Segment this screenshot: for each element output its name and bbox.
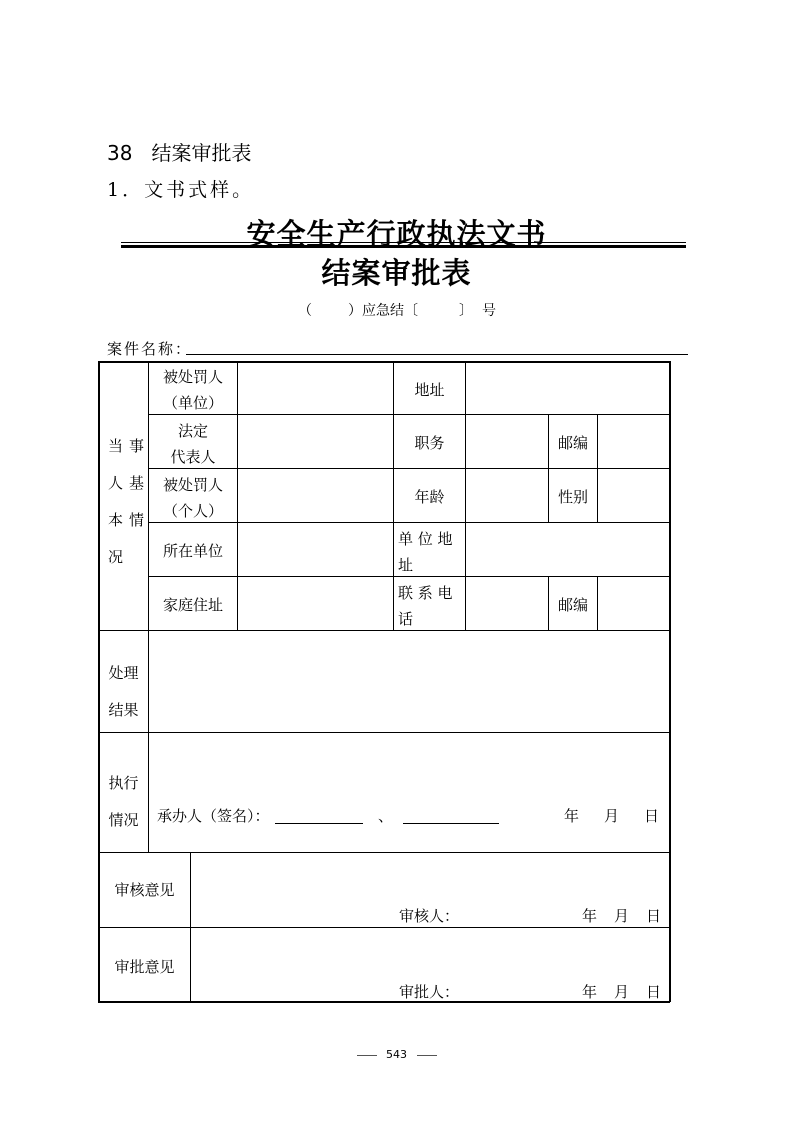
home-address-field[interactable] — [238, 577, 393, 630]
home-postcode-field[interactable] — [598, 577, 669, 630]
label-line: （单位） — [162, 394, 223, 412]
approval-day: 日 — [646, 983, 662, 1001]
execution-day: 日 — [644, 807, 660, 825]
party-info-label — [108, 428, 150, 576]
case-name-field[interactable] — [186, 354, 688, 355]
title-rule-top — [121, 242, 686, 243]
document-title: 安全生产行政执法文书 — [246, 217, 547, 251]
footer-dash-left — [357, 1055, 377, 1056]
employer-field[interactable] — [238, 523, 393, 576]
label-line: 联 系 电 — [398, 584, 453, 602]
label-line: 执行 — [108, 774, 139, 792]
penalized-person-field[interactable] — [238, 469, 393, 522]
page-footer — [0, 1048, 793, 1061]
reviewer-label: 审核人： — [399, 907, 460, 925]
home-postcode-label: 邮编 — [557, 596, 588, 614]
employer-label: 所在单位 — [162, 542, 223, 560]
result-label — [99, 655, 148, 729]
review-label: 审核意见 — [114, 881, 175, 899]
address-label: 地址 — [414, 381, 445, 399]
approval-field[interactable] — [191, 928, 669, 978]
review-day: 日 — [646, 907, 662, 925]
label-line: 代表人 — [170, 448, 216, 466]
handler-signature-line-1[interactable] — [275, 823, 363, 824]
penalized-person-label — [149, 472, 237, 524]
phone-label — [398, 580, 465, 632]
label-line: 址 — [398, 556, 414, 574]
handler-separator: 、 — [378, 807, 394, 825]
label-line: 情况 — [108, 811, 139, 829]
legal-rep-label — [149, 418, 237, 470]
age-label: 年龄 — [414, 488, 445, 506]
legal-rep-field[interactable] — [238, 415, 393, 468]
gender-field[interactable] — [598, 469, 669, 522]
label-line: 被处罚人 — [162, 368, 223, 386]
execution-month: 月 — [604, 807, 620, 825]
home-address-label: 家庭住址 — [162, 596, 223, 614]
unit-address-field[interactable] — [466, 523, 669, 576]
review-year: 年 — [582, 907, 598, 925]
penalized-unit-field[interactable] — [238, 362, 393, 414]
label-line: 结果 — [108, 701, 139, 719]
postcode-label: 邮编 — [557, 434, 588, 452]
doc-number-close-bracket: 〕 — [459, 303, 473, 319]
review-field[interactable] — [191, 853, 669, 903]
doc-number-suffix: 号 — [482, 303, 496, 319]
form-title: 结案审批表 — [321, 256, 472, 290]
label-line: （个人） — [162, 502, 223, 520]
phone-field[interactable] — [466, 577, 548, 630]
approval-label: 审批意见 — [114, 958, 175, 976]
table-border-right — [669, 361, 671, 1002]
penalized-unit-label — [149, 364, 237, 416]
section-title: 结案审批表 — [151, 141, 252, 165]
footer-dash-right — [417, 1055, 437, 1056]
doc-number-issuer: ）应急结〔 — [348, 303, 418, 319]
label-line: 法定 — [177, 422, 208, 440]
execution-label — [99, 765, 148, 839]
position-label: 职务 — [414, 434, 445, 452]
result-field[interactable] — [149, 631, 669, 732]
unit-address-label — [398, 526, 465, 578]
execution-year: 年 — [564, 807, 580, 825]
title-rule-bottom — [121, 245, 686, 248]
postcode-field[interactable] — [598, 415, 669, 468]
section-heading — [107, 137, 252, 166]
party-info-label-line: 当事 — [108, 437, 151, 455]
section-number: 38 — [107, 141, 133, 165]
label-line: 处理 — [108, 664, 139, 682]
approval-month: 月 — [614, 983, 630, 1001]
review-month: 月 — [614, 907, 630, 925]
approval-year: 年 — [582, 983, 598, 1001]
address-field[interactable] — [466, 362, 669, 414]
page-number: 543 — [386, 1048, 407, 1061]
position-field[interactable] — [466, 415, 548, 468]
age-field[interactable] — [466, 469, 548, 522]
approver-label: 审批人： — [399, 983, 460, 1001]
doc-number-open-paren: （ — [298, 303, 312, 319]
party-info-label-line: 人基 — [108, 474, 151, 492]
subheading: 1．文书式样。 — [107, 179, 255, 201]
party-info-label-line: 本情 — [108, 511, 151, 529]
handler-signature-line-2[interactable] — [403, 823, 499, 824]
label-line: 话 — [398, 610, 414, 628]
execution-field[interactable] — [149, 733, 669, 803]
handler-signature-label: 承办人（签名）： — [157, 807, 270, 825]
label-line: 被处罚人 — [162, 476, 223, 494]
gender-label: 性别 — [557, 488, 588, 506]
party-info-label-line: 况 — [108, 548, 130, 566]
case-name-label: 案件名称： — [107, 340, 193, 358]
label-line: 单 位 地 — [398, 530, 453, 548]
